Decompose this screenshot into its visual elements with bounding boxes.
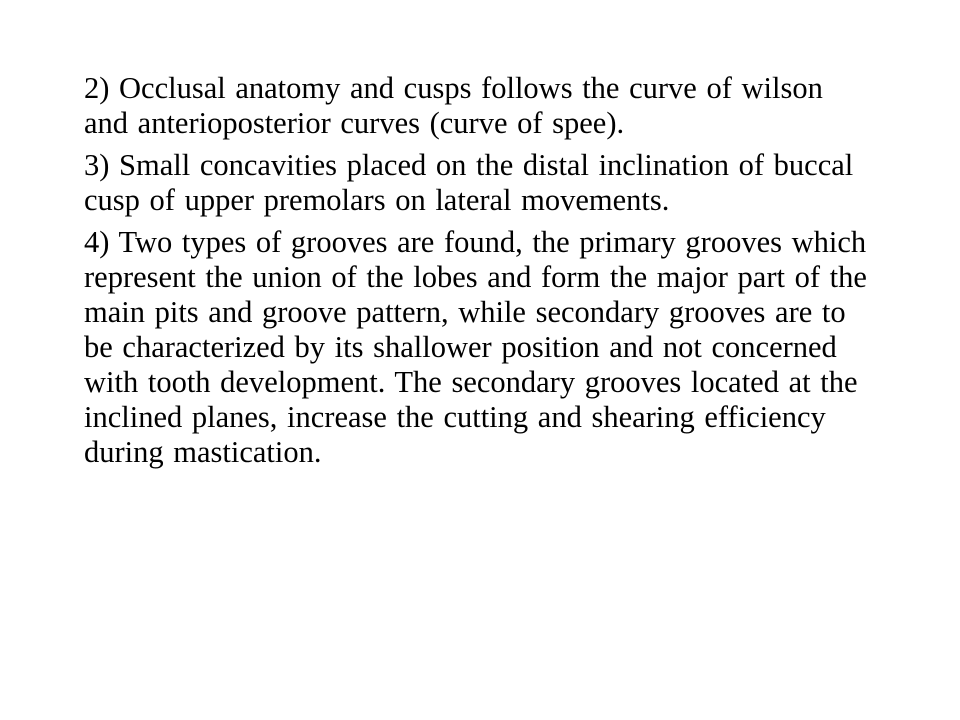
- point-2: 2) Occlusal anatomy and cusps follows the curve of wilson and anterioposterior curves (curve of spee).: [84, 71, 823, 140]
- slide-body: [84, 71, 874, 477]
- point-3: 3) Small concavities placed on the distal inclination of buccal cusp of upper premolars on lateral movements.: [84, 148, 854, 217]
- point-4: 4) Two types of grooves are found, the primary grooves which represent the union of the lobes and form the major part of the main pits and groove pattern, while secondary grooves are to be characterized by its shallower position and not concerned with tooth development. The secondary grooves located at the inclined planes, increase the cutting and shearing efficiency during mastication.: [84, 225, 867, 469]
